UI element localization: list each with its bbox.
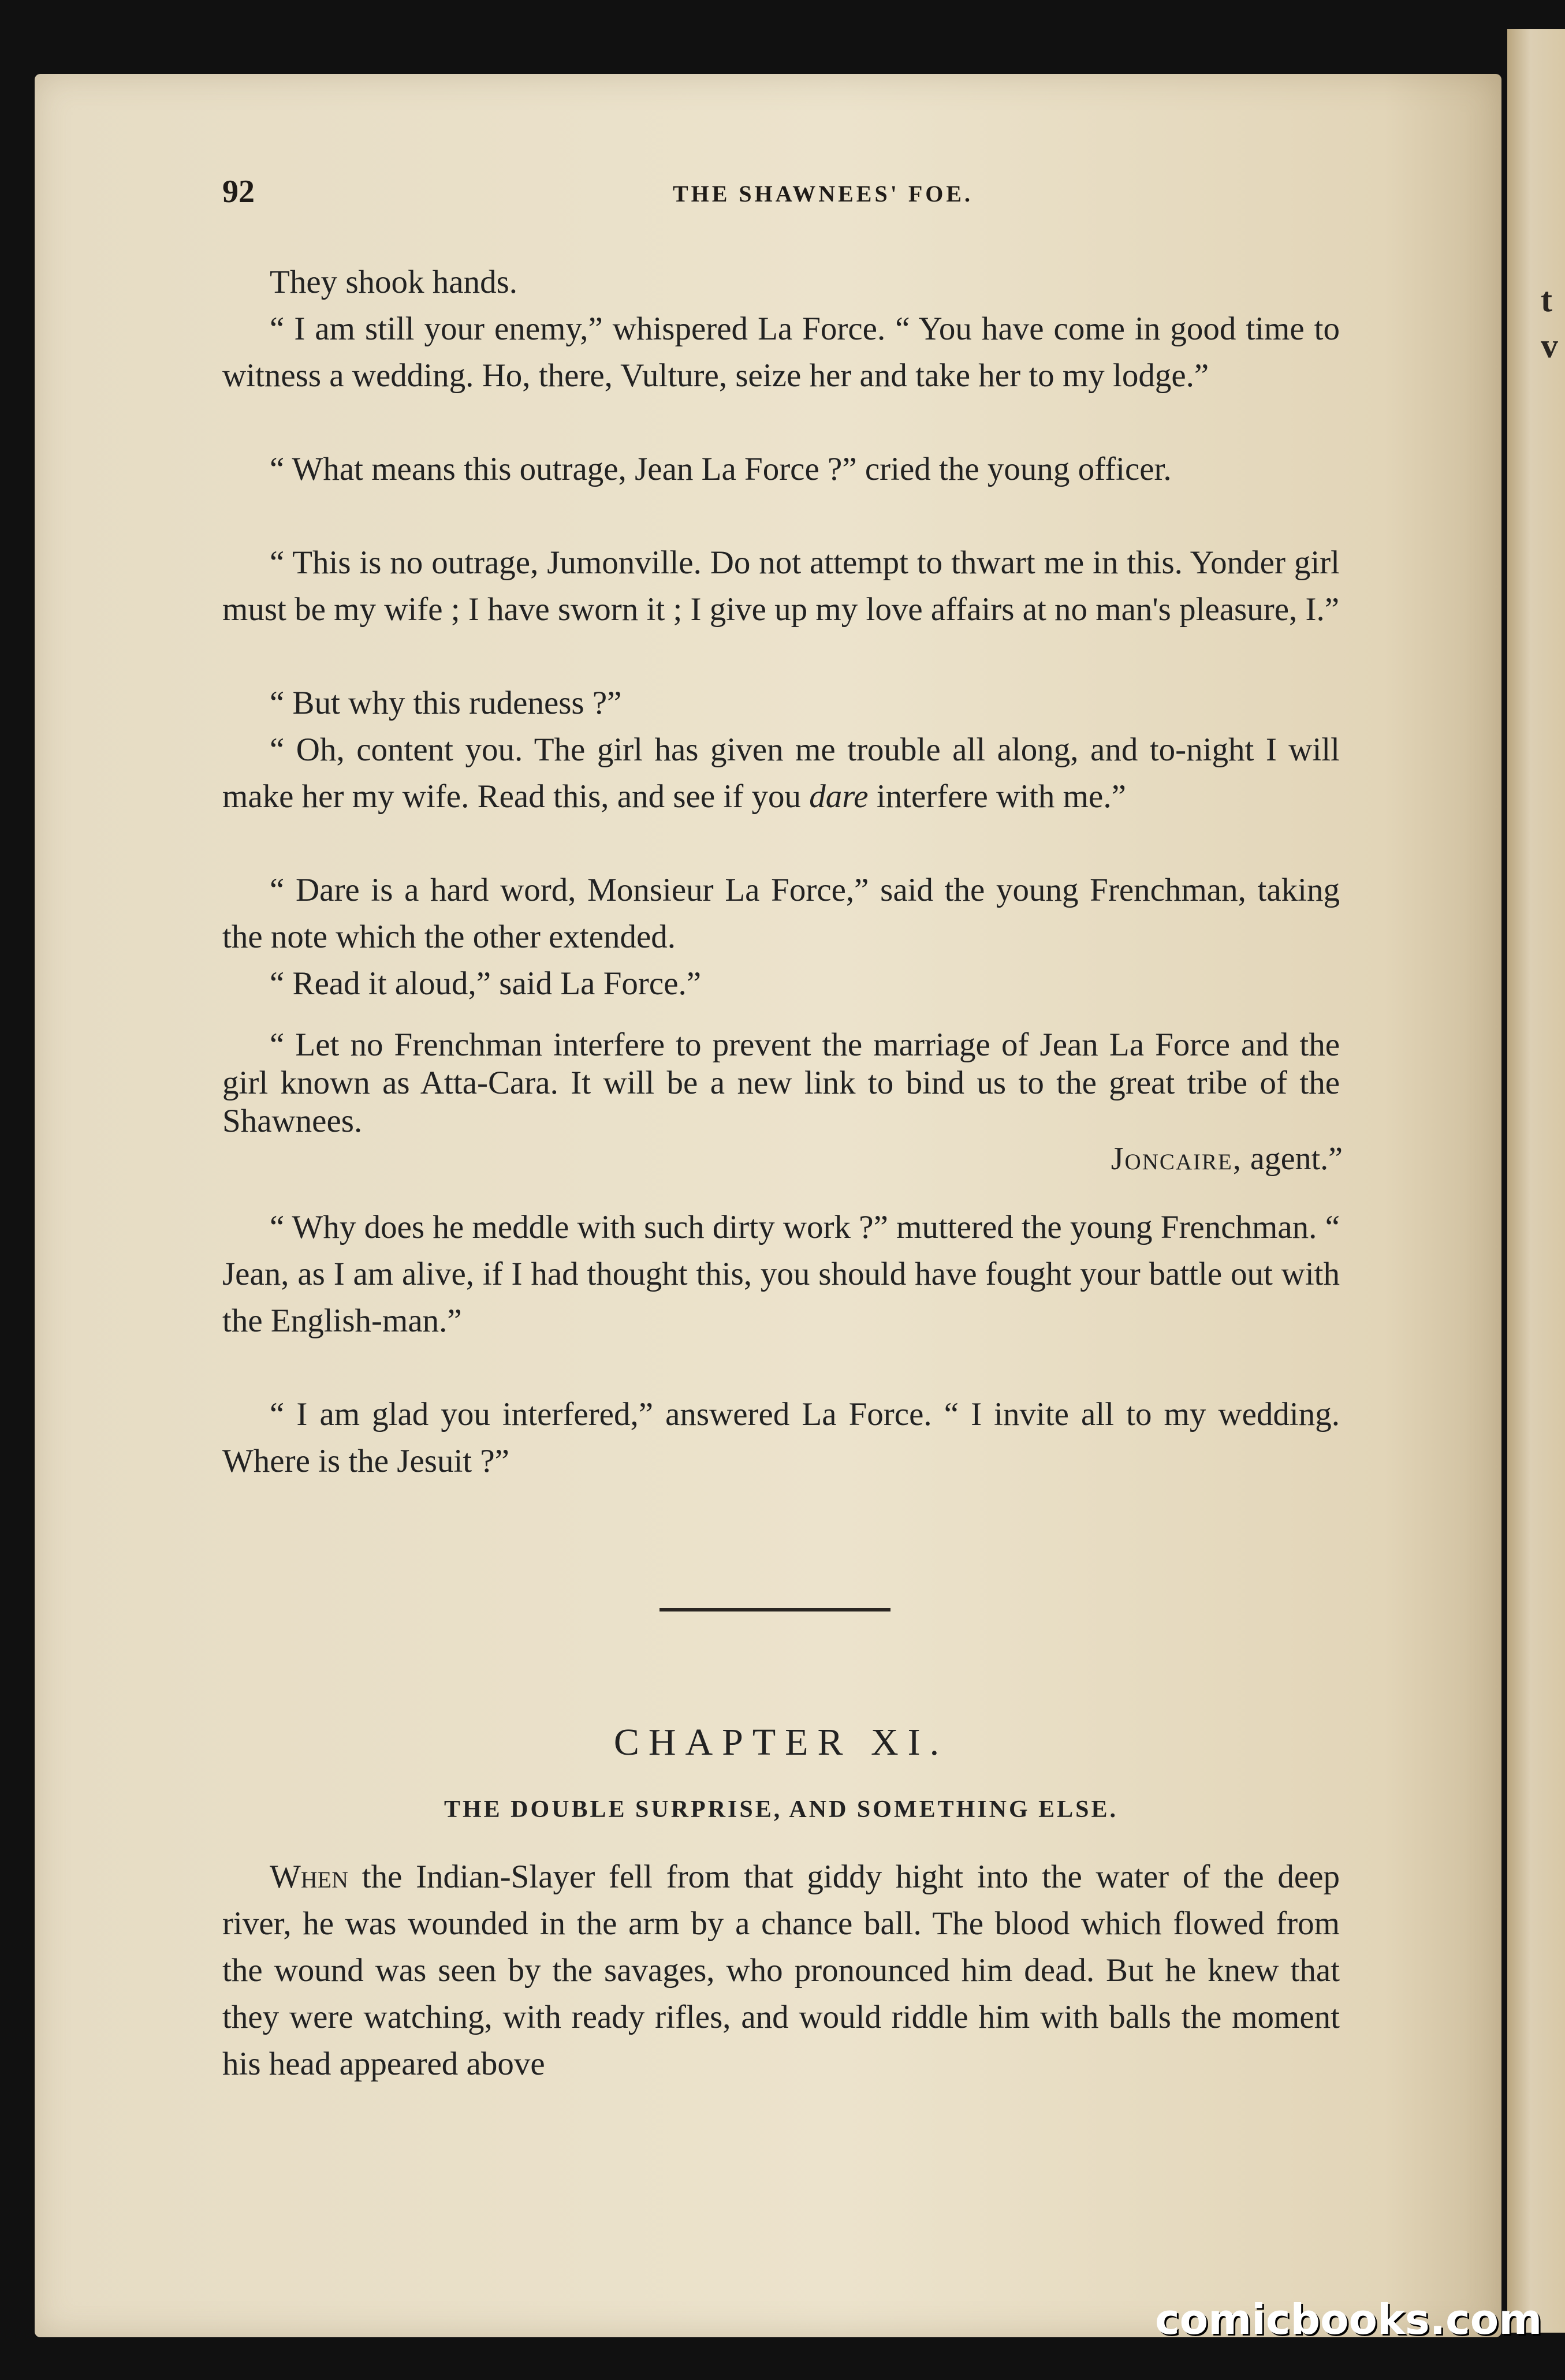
note-signature <box>650 1140 1343 1177</box>
paragraph: “ What means this outrage, Jean La Force ?” cried the young officer. <box>270 451 1172 487</box>
lead-word: When <box>270 1859 349 1895</box>
section-divider <box>659 1608 890 1611</box>
chapter-heading: CHAPTER XI. <box>613 1721 949 1763</box>
paragraph: “ Read it aloud,” said La Force.” <box>270 965 702 1002</box>
quoted-note: “ Let no Frenchman interfere to prevent the marriage of Jean La Force and the girl known as Atta-Cara. It will be a new link to bind us to the great tribe of the Shawnees. <box>222 1027 1340 1139</box>
paragraph: They shook hands. <box>270 264 518 300</box>
paragraph <box>222 726 1340 820</box>
signature-name: Joncaire, <box>1111 1141 1242 1177</box>
paragraph: “ I am still your enemy,” whispered La Force. “ You have come in good time to witness a wedding. Ho, there, Vulture, seize her and take her to my lodge.” <box>222 311 1340 394</box>
page-number: 92 <box>222 174 255 210</box>
watermark: comicbooks.com <box>1155 2295 1542 2344</box>
running-head <box>222 173 1424 219</box>
facing-page-letter: v <box>1541 327 1558 365</box>
paragraph: “ Dare is a hard word, Monsieur La Force,” said the young Frenchman, taking the note which the other extended. <box>222 872 1340 955</box>
paragraph-text: the Indian-Slayer fell from that giddy hight into the water of the deep river, he was wounded in the arm by a chance ball. The blood which flowed from the wound was seen by the savages, who pronounced him dead. But he knew that they were watching, with ready rifles, and would riddle him with balls the moment his head appeared above <box>222 1859 1340 2082</box>
paragraph: “ Why does he meddle with such dirty work ?” muttered the young Frenchman. “ Jean, as I am alive, if I had thought this, you should have fought your battle out with the English-man.” <box>222 1209 1340 1339</box>
paragraph: “ I am glad you interfered,” answered La Force. “ I invite all to my wedding. Where is the Jesuit ?” <box>222 1396 1340 1479</box>
facing-page-letter: t <box>1541 281 1552 319</box>
paragraph: “ But why this rudeness ?” <box>270 685 622 721</box>
emphasized-word: dare <box>809 778 869 815</box>
signature-role: agent.” <box>1250 1141 1343 1177</box>
chapter-subtitle: THE DOUBLE SURPRISE, AND SOMETHING ELSE. <box>444 1796 1119 1823</box>
facing-page-edge <box>1507 29 1565 2333</box>
paragraph-text: “ Oh, content you. The girl has given me trouble all along, and to-night I will make her my wife. Read this, and see if you <box>222 732 1340 815</box>
paragraph: “ This is no outrage, Jumonville. Do not attempt to thwart me in this. Yonder girl must be my wife ; I have sworn it ; I give up my love affairs at no man's pleasure, I.” <box>222 544 1340 628</box>
paragraph-text: interfere with me.” <box>876 778 1126 815</box>
chapter-opening-paragraph <box>222 1853 1340 2087</box>
running-title: THE SHAWNEES' FOE. <box>672 181 974 207</box>
